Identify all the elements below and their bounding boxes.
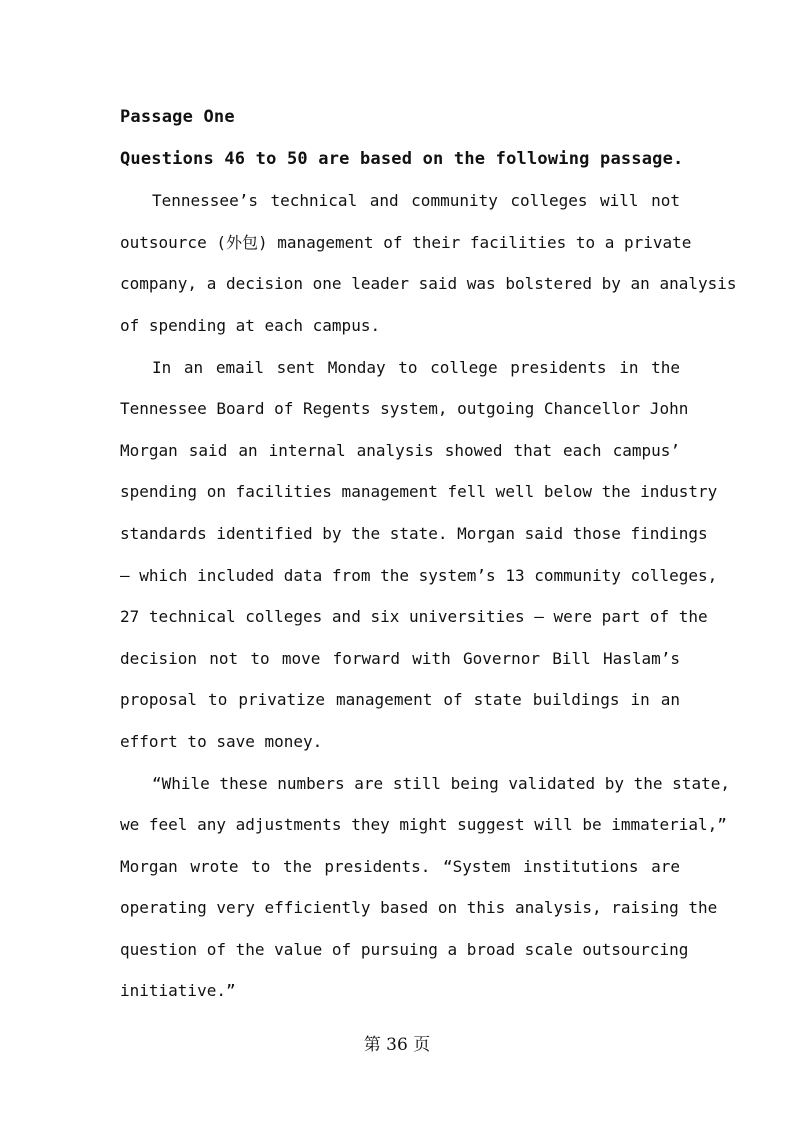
text-line: — which included data from the system’s 13 community colleges,: [120, 565, 718, 585]
text-line: proposal to privatize management of state buildings in an: [120, 690, 680, 710]
text-line: standards identified by the state. Morgan said those findings: [120, 523, 708, 543]
text-line: we feel any adjustments they might suggest will be immaterial,”: [120, 815, 727, 835]
text-line: outsource (外包) management of their facilities to a private: [120, 232, 692, 252]
paragraph-3: [120, 763, 730, 1013]
text-line: 27 technical colleges and six universities — were part of the: [120, 607, 708, 627]
text-line: Morgan wrote to the presidents. “System institutions are: [120, 856, 680, 876]
paragraph-1: [120, 180, 737, 346]
text-line: decision not to move forward with Governor Bill Haslam’s: [120, 648, 680, 668]
text-line: “While these numbers are still being validated by the state,: [152, 773, 730, 793]
text-line: effort to save money.: [120, 731, 323, 751]
text-line: operating very efficiently based on this analysis, raising the: [120, 898, 718, 918]
passage-title: Passage One: [120, 107, 235, 127]
text-line: Tennessee’s technical and community colleges will not: [152, 191, 680, 211]
text-line: question of the value of pursuing a broad scale outsourcing: [120, 939, 689, 959]
text-line: Morgan said an internal analysis showed that each campus’: [120, 440, 680, 460]
text-line: Tennessee Board of Regents system, outgoing Chancellor John: [120, 399, 689, 419]
text-line: company, a decision one leader said was bolstered by an analysis: [120, 274, 737, 294]
text-line: initiative.”: [120, 981, 236, 1001]
text-line: In an email sent Monday to college presidents in the: [152, 357, 680, 377]
paragraph-2: [120, 347, 718, 763]
text-line: spending on facilities management fell well below the industry: [120, 482, 718, 502]
question-instructions: Questions 46 to 50 are based on the following passage.: [120, 148, 684, 169]
text-line: of spending at each campus.: [120, 315, 381, 335]
page-number: 第 36 页: [363, 1035, 431, 1055]
document-body: [120, 97, 737, 1012]
